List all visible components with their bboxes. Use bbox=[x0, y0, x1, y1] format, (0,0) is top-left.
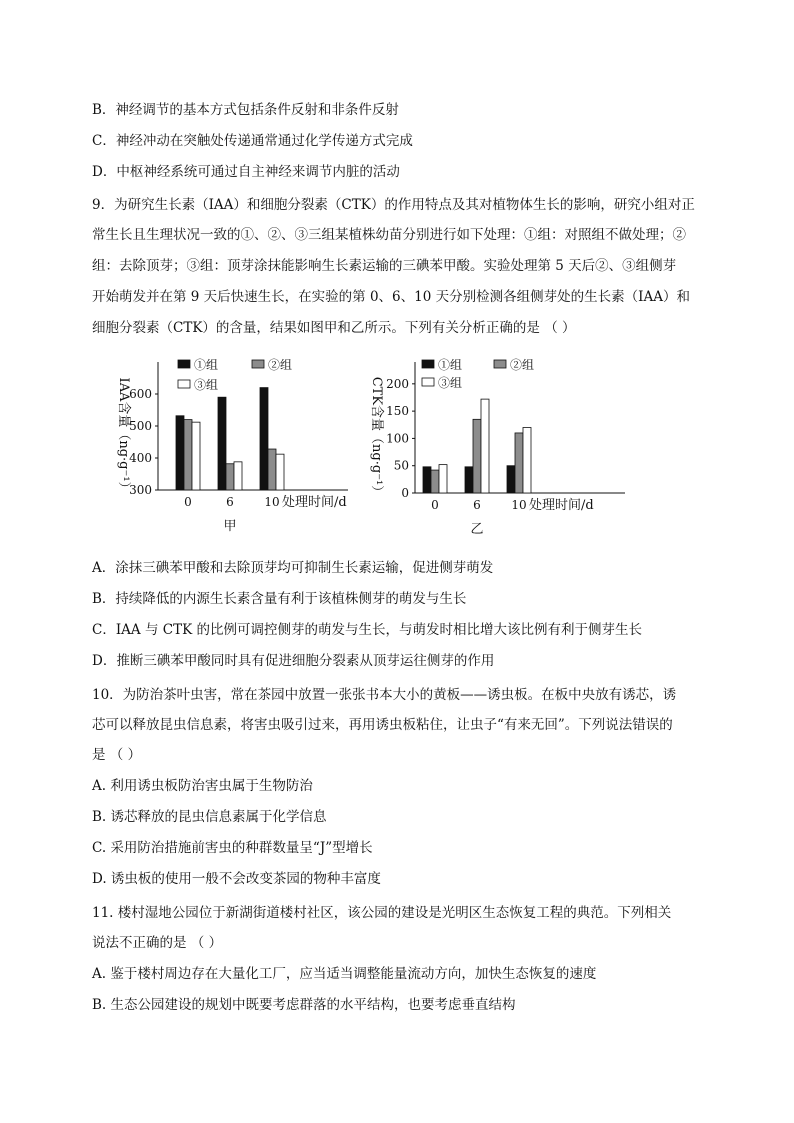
q9-stem-line-4: 开始萌发并在第 9 天后快速生长，在实验的第 0、6、10 天分别检测各组侧芽处的生长素（IAA）和 bbox=[92, 289, 690, 305]
q11-option-b: B. 生态公园建设的规划中既要考虑群落的水平结构，也要考虑垂直结构 bbox=[92, 997, 516, 1013]
chart-1-y-tick-label: 100 bbox=[386, 431, 409, 446]
chart-1-bar-③组-0 bbox=[439, 465, 447, 493]
chart-1-bar-③组-10 bbox=[523, 428, 531, 494]
chart-1-bar-③组-6 bbox=[481, 399, 489, 493]
chart-1-bar-①组-0 bbox=[423, 467, 431, 493]
q10-option-d: D. 诱虫板的使用一般不会改变茶园的物种丰富度 bbox=[92, 871, 381, 887]
q9-option-d: D．推断三碘苯甲酸同时具有促进细胞分裂素从顶芽运往侧芽的作用 bbox=[92, 653, 495, 669]
chart-0-bar-①组-10 bbox=[260, 388, 268, 490]
q9-stem-line-2: 常生长且生理状况一致的①、②、③三组某植株幼苗分别进行如下处理：①组：对照组不做处理；② bbox=[92, 227, 686, 243]
chart-0-x-tick-label: 6 bbox=[226, 495, 234, 509]
chart-0-x-tick-label: 0 bbox=[184, 495, 192, 509]
q11-stem-line-2: 说法不正确的是 （ ） bbox=[92, 935, 223, 951]
chart-1-legend-label: ①组 bbox=[438, 358, 463, 372]
chart-1-y-tick-label: 200 bbox=[386, 376, 409, 391]
chart-0-y-tick-label: 400 bbox=[129, 451, 152, 465]
chart-0-legend-label: ③组 bbox=[194, 378, 219, 392]
chart-1-y-tick-label: 150 bbox=[386, 404, 409, 419]
q9-figures bbox=[92, 350, 712, 550]
q8-option-d: D．中枢神经系统可通过自主神经来调节内脏的活动 bbox=[92, 164, 400, 180]
chart-0-bar-①组-0 bbox=[176, 416, 184, 490]
chart-1-title: 乙 bbox=[470, 522, 484, 537]
chart-1-bar-①组-10 bbox=[507, 466, 515, 493]
chart-0-bar-②组-6 bbox=[226, 464, 234, 490]
q10-option-a: A. 利用诱虫板防治害虫属于生物防治 bbox=[92, 778, 313, 794]
chart-0-y-axis-label: IAA含量（ng·g⁻¹） bbox=[116, 377, 131, 495]
chart-1-y-tick-label: 50 bbox=[393, 458, 409, 473]
q9-stem-line-3: 组：去除顶芽；③组：顶芽涂抹能影响生长素运输的三碘苯甲酸。实验处理第 5 天后②、③组侧芽 bbox=[92, 258, 677, 274]
chart-1-x-axis-label: 处理时间/d bbox=[529, 498, 594, 513]
q9-stem-line-5: 细胞分裂素（CTK）的含量，结果如图甲和乙所示。下列有关分析正确的是 （ ） bbox=[92, 320, 576, 336]
chart-0-legend-swatch bbox=[178, 360, 190, 368]
chart-1-bar-②组-6 bbox=[473, 419, 481, 493]
chart-1-bar-②组-0 bbox=[431, 470, 439, 493]
chart-0-bar-③组-0 bbox=[192, 422, 200, 490]
q10-option-c: C. 采用防治措施前害虫的种群数量呈“J”型增长 bbox=[92, 840, 373, 856]
chart-0-bar-②组-10 bbox=[268, 449, 276, 490]
chart-1-legend-label: ②组 bbox=[510, 358, 535, 372]
chart-0-bar-③组-10 bbox=[276, 454, 284, 490]
chart-1-x-tick-label: 0 bbox=[431, 498, 439, 512]
chart-1-legend-label: ③组 bbox=[438, 376, 463, 390]
chart-1-bar-①组-6 bbox=[465, 467, 473, 493]
q9-option-c: C．IAA 与 CTK 的比例可调控侧芽的萌发与生长，与萌发时相比增大该比例有利于侧芽生长 bbox=[92, 622, 642, 638]
q8-option-b: B．神经调节的基本方式包括条件反射和非条件反射 bbox=[92, 102, 399, 118]
chart-0-bar-③组-6 bbox=[234, 462, 242, 490]
chart-1-legend-swatch bbox=[422, 378, 434, 386]
q10-option-b: B. 诱芯释放的昆虫信息素属于化学信息 bbox=[92, 809, 327, 825]
chart-0-x-tick-label: 10 bbox=[264, 495, 280, 509]
q8-option-c: C．神经冲动在突触处传递通常通过化学传递方式完成 bbox=[92, 133, 413, 149]
chart-0-legend-swatch bbox=[178, 380, 190, 388]
q10-stem-line-2: 芯可以释放昆虫信息素，将害虫吸引过来，再用诱虫板粘住，让虫子“有来无回”。下列说法错误的 bbox=[92, 717, 673, 733]
q10-stem-line-3: 是 （ ） bbox=[92, 747, 142, 763]
chart-0-y-tick-label: 300 bbox=[129, 483, 152, 497]
chart-1-y-tick-label: 0 bbox=[401, 486, 409, 500]
chart-1-x-tick-label: 10 bbox=[511, 498, 527, 512]
chart-0-title: 甲 bbox=[223, 519, 237, 534]
chart-0-bar-①组-6 bbox=[218, 397, 226, 490]
chart-0-bar-②组-0 bbox=[184, 420, 192, 490]
chart-0-legend-label: ②组 bbox=[268, 358, 293, 372]
chart-0-y-tick-label: 600 bbox=[129, 387, 152, 401]
chart-1-bar-②组-10 bbox=[515, 433, 523, 493]
q11-option-a: A. 鉴于楼村周边存在大量化工厂，应当适当调整能量流动方向，加快生态恢复的速度 bbox=[92, 966, 597, 982]
chart-0-legend-swatch bbox=[252, 360, 264, 368]
chart-1-y-axis-label: CTK含量（ng·g⁻¹） bbox=[369, 376, 384, 499]
chart-0-legend-label: ①组 bbox=[194, 358, 219, 372]
chart-1-legend-swatch bbox=[422, 360, 434, 368]
q9-option-b: B．持续降低的内源生长素含量有利于该植株侧芽的萌发与生长 bbox=[92, 591, 467, 607]
chart-1-x-tick-label: 6 bbox=[473, 498, 481, 512]
chart-0-y-tick-label: 500 bbox=[129, 419, 152, 433]
q9-option-a: A．涂抹三碘苯甲酸和去除顶芽均可抑制生长素运输，促进侧芽萌发 bbox=[92, 560, 494, 576]
q10-stem-line-1: 10．为防治茶叶虫害，常在茶园中放置一张张书本大小的黄板——诱虫板。在板中央放有诱芯，诱 bbox=[92, 687, 677, 703]
chart-1-legend-swatch bbox=[494, 360, 506, 368]
q9-stem-line-1: 9．为研究生长素（IAA）和细胞分裂素（CTK）的作用特点及其对植物体生长的影响，研究小组对正 bbox=[92, 197, 695, 213]
q11-stem-line-1: 11. 楼村湿地公园位于新湖街道楼村社区，该公园的建设是光明区生态恢复工程的典范。下列相关 bbox=[92, 905, 672, 921]
q9-bar-charts bbox=[92, 350, 712, 550]
chart-0-x-axis-label: 处理时间/d bbox=[282, 495, 347, 510]
